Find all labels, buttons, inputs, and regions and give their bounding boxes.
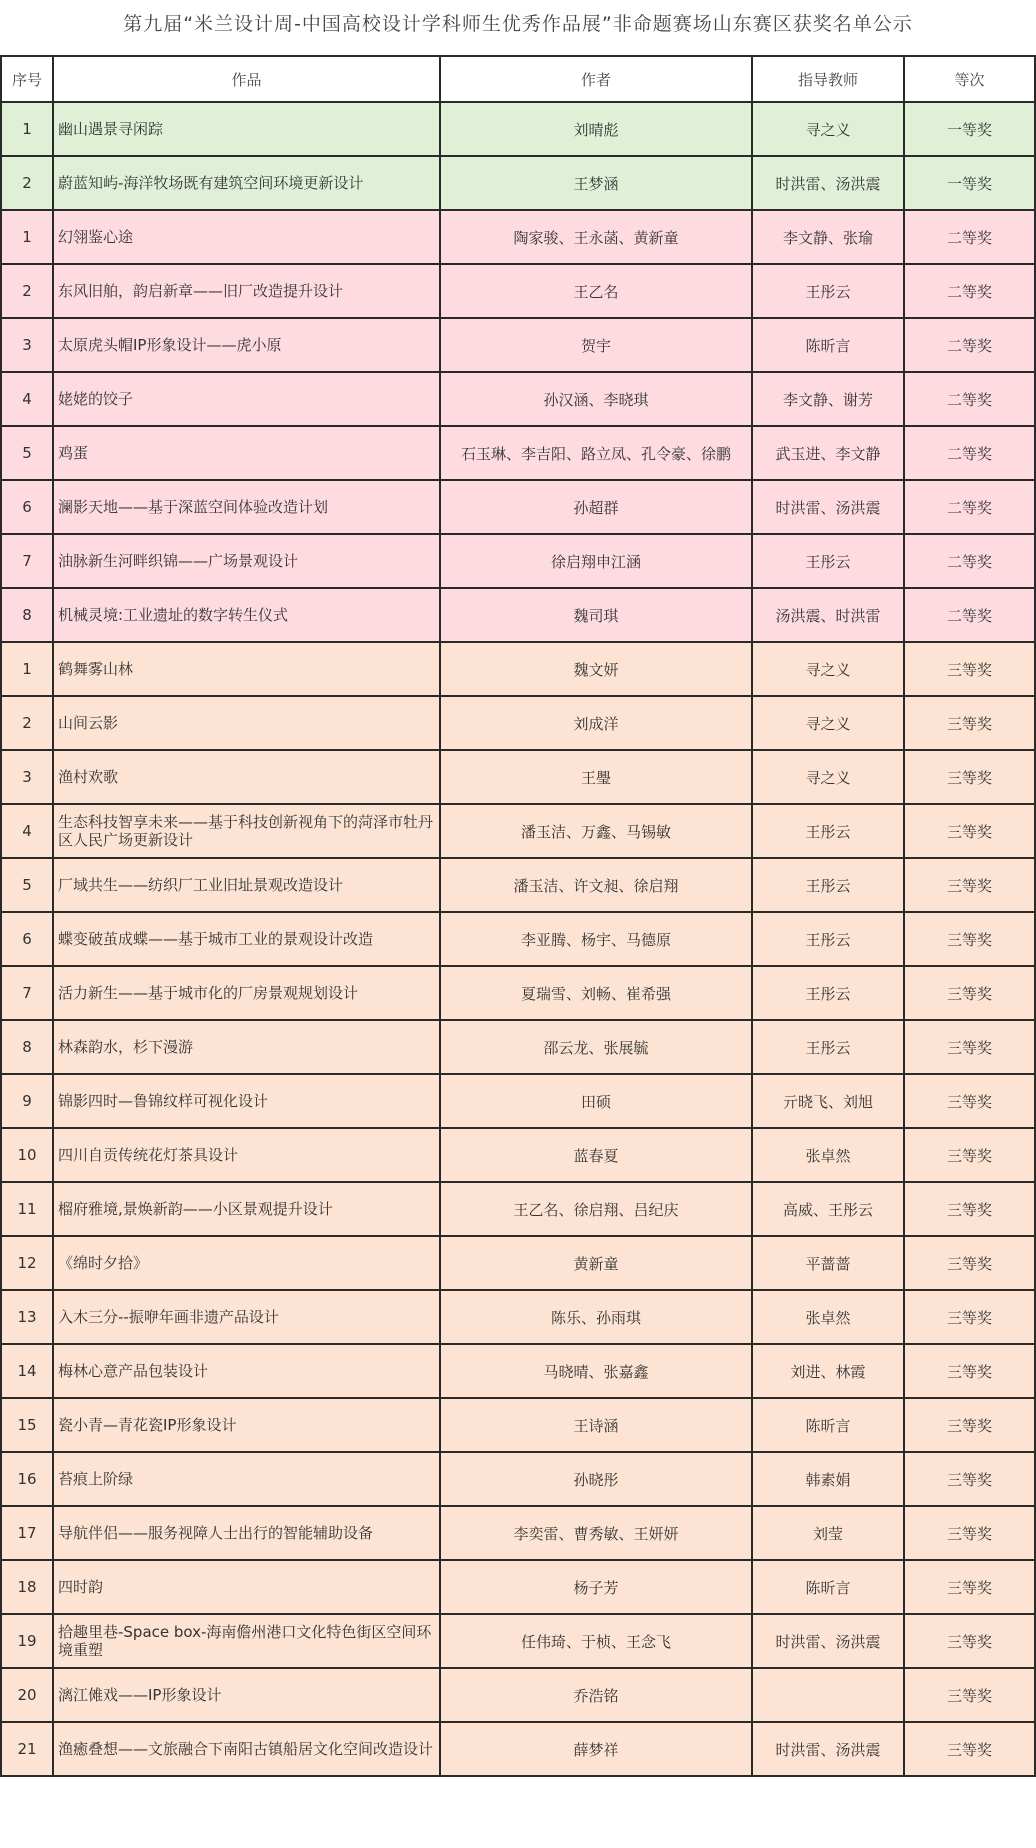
cell-author: 孙汉涵、李晓琪 (440, 372, 752, 426)
table-row (1, 102, 1035, 156)
table-row (1, 318, 1035, 372)
cell-author: 潘玉洁、许文昶、徐启翔 (440, 858, 752, 912)
cell-award: 三等奖 (904, 1128, 1035, 1182)
cell-number: 21 (1, 1722, 53, 1776)
cell-number: 12 (1, 1236, 53, 1290)
cell-award: 三等奖 (904, 1290, 1035, 1344)
cell-award: 二等奖 (904, 588, 1035, 642)
cell-award: 三等奖 (904, 1074, 1035, 1128)
award-table (0, 55, 1036, 1777)
cell-work: 机械灵境:工业遗址的数字转生仪式 (53, 588, 440, 642)
cell-work: 拾趣里巷-Space box-海南儋州港口文化特色街区空间环境重塑 (53, 1614, 440, 1668)
table-row (1, 696, 1035, 750)
table-row (1, 1452, 1035, 1506)
cell-author: 陶家骏、王永菡、黄新童 (440, 210, 752, 264)
cell-number: 8 (1, 1020, 53, 1074)
table-row (1, 1560, 1035, 1614)
cell-number: 5 (1, 858, 53, 912)
cell-author: 黄新童 (440, 1236, 752, 1290)
cell-work: 漓江傩戏——IP形象设计 (53, 1668, 440, 1722)
cell-author: 王乙名、徐启翔、吕纪庆 (440, 1182, 752, 1236)
cell-author: 陈乐、孙雨琪 (440, 1290, 752, 1344)
table-row (1, 264, 1035, 318)
cell-number: 3 (1, 750, 53, 804)
cell-number: 20 (1, 1668, 53, 1722)
cell-number: 6 (1, 912, 53, 966)
cell-award: 三等奖 (904, 1506, 1035, 1560)
cell-work: 渔癒叠想——文旅融合下南阳古镇船居文化空间改造设计 (53, 1722, 440, 1776)
table-row (1, 1614, 1035, 1668)
table-row (1, 1290, 1035, 1344)
cell-work: 幻翎鉴心途 (53, 210, 440, 264)
cell-teacher: 王彤云 (752, 858, 904, 912)
cell-award: 三等奖 (904, 1344, 1035, 1398)
table-header-row (1, 56, 1035, 102)
page-title: 第九届“米兰设计周-中国高校设计学科师生优秀作品展”非命题赛场山东赛区获奖名单公示 (123, 13, 913, 35)
header-author: 作者 (440, 56, 752, 102)
cell-teacher: 王彤云 (752, 1020, 904, 1074)
cell-author: 任伟琦、于桢、王念飞 (440, 1614, 752, 1668)
table-row (1, 804, 1035, 858)
header-work: 作品 (53, 56, 440, 102)
cell-teacher: 李文静、张瑜 (752, 210, 904, 264)
cell-number: 13 (1, 1290, 53, 1344)
header-teacher: 指导教师 (752, 56, 904, 102)
cell-teacher (752, 1668, 904, 1722)
cell-award: 二等奖 (904, 426, 1035, 480)
cell-teacher: 刘莹 (752, 1506, 904, 1560)
cell-number: 10 (1, 1128, 53, 1182)
cell-number: 4 (1, 804, 53, 858)
cell-work: 太原虎头帽IP形象设计——虎小原 (53, 318, 440, 372)
cell-author: 刘成洋 (440, 696, 752, 750)
cell-teacher: 刘进、林霞 (752, 1344, 904, 1398)
cell-award: 二等奖 (904, 534, 1035, 588)
cell-award: 三等奖 (904, 1668, 1035, 1722)
table-row (1, 1722, 1035, 1776)
cell-work: 山间云影 (53, 696, 440, 750)
table-row (1, 858, 1035, 912)
cell-author: 李亚腾、杨宇、马德原 (440, 912, 752, 966)
cell-teacher: 亓晓飞、刘旭 (752, 1074, 904, 1128)
cell-work: 鹤舞雾山林 (53, 642, 440, 696)
cell-work: 东风旧舶，韵启新章——旧厂改造提升设计 (53, 264, 440, 318)
cell-work: 苔痕上阶绿 (53, 1452, 440, 1506)
cell-author: 刘晴彪 (440, 102, 752, 156)
cell-number: 1 (1, 102, 53, 156)
cell-author: 乔浩铭 (440, 1668, 752, 1722)
cell-number: 18 (1, 1560, 53, 1614)
cell-work: 蝶变破茧成蝶——基于城市工业的景观设计改造 (53, 912, 440, 966)
header-number: 序号 (1, 56, 53, 102)
cell-teacher: 时洪雷、汤洪震 (752, 1614, 904, 1668)
cell-work: 林森韵水，杉下漫游 (53, 1020, 440, 1074)
cell-author: 田硕 (440, 1074, 752, 1128)
cell-teacher: 王彤云 (752, 966, 904, 1020)
cell-number: 2 (1, 264, 53, 318)
table-row (1, 480, 1035, 534)
table-row (1, 156, 1035, 210)
cell-author: 蓝春夏 (440, 1128, 752, 1182)
table-row (1, 426, 1035, 480)
cell-award: 三等奖 (904, 1236, 1035, 1290)
cell-number: 11 (1, 1182, 53, 1236)
table-row (1, 642, 1035, 696)
cell-work: 澜影天地——基于深蓝空间体验改造计划 (53, 480, 440, 534)
cell-award: 三等奖 (904, 1560, 1035, 1614)
cell-award: 一等奖 (904, 102, 1035, 156)
cell-teacher: 王彤云 (752, 534, 904, 588)
table-row (1, 750, 1035, 804)
cell-number: 7 (1, 966, 53, 1020)
table-row (1, 1128, 1035, 1182)
cell-number: 16 (1, 1452, 53, 1506)
cell-work: 四时韵 (53, 1560, 440, 1614)
cell-award: 三等奖 (904, 912, 1035, 966)
cell-award: 三等奖 (904, 1452, 1035, 1506)
cell-author: 王诗涵 (440, 1398, 752, 1452)
cell-award: 二等奖 (904, 264, 1035, 318)
table-row (1, 912, 1035, 966)
cell-teacher: 陈昕言 (752, 1398, 904, 1452)
cell-teacher: 时洪雷、汤洪震 (752, 156, 904, 210)
cell-teacher: 平蔷蔷 (752, 1236, 904, 1290)
cell-award: 一等奖 (904, 156, 1035, 210)
cell-work: 锦影四时—鲁锦纹样可视化设计 (53, 1074, 440, 1128)
cell-author: 魏文妍 (440, 642, 752, 696)
cell-work: 瓷小青—青花瓷IP形象设计 (53, 1398, 440, 1452)
cell-number: 19 (1, 1614, 53, 1668)
cell-author: 魏司琪 (440, 588, 752, 642)
table-row (1, 1236, 1035, 1290)
cell-teacher: 韩素娟 (752, 1452, 904, 1506)
table-row (1, 1020, 1035, 1074)
table-row (1, 1074, 1035, 1128)
cell-number: 3 (1, 318, 53, 372)
cell-author: 徐启翔申江涵 (440, 534, 752, 588)
cell-teacher: 张卓然 (752, 1128, 904, 1182)
cell-author: 王乙名 (440, 264, 752, 318)
cell-author: 邵云龙、张展毓 (440, 1020, 752, 1074)
cell-teacher: 寻之义 (752, 696, 904, 750)
table-row (1, 588, 1035, 642)
cell-author: 李奕雷、曹秀敏、王妍妍 (440, 1506, 752, 1560)
cell-teacher: 寻之义 (752, 750, 904, 804)
cell-work: 鸡蛋 (53, 426, 440, 480)
table-row (1, 210, 1035, 264)
cell-number: 2 (1, 696, 53, 750)
cell-teacher: 张卓然 (752, 1290, 904, 1344)
cell-author: 石玉琳、李吉阳、路立凤、孔令豪、徐鹏 (440, 426, 752, 480)
cell-teacher: 武玉进、李文静 (752, 426, 904, 480)
cell-teacher: 陈昕言 (752, 318, 904, 372)
cell-work: 活力新生——基于城市化的厂房景观规划设计 (53, 966, 440, 1020)
cell-author: 孙超群 (440, 480, 752, 534)
cell-author: 孙晓彤 (440, 1452, 752, 1506)
table-row (1, 1668, 1035, 1722)
cell-award: 三等奖 (904, 858, 1035, 912)
cell-work: 渔村欢歌 (53, 750, 440, 804)
cell-award: 二等奖 (904, 318, 1035, 372)
cell-work: 幽山遇景寻闲踪 (53, 102, 440, 156)
cell-award: 三等奖 (904, 1182, 1035, 1236)
cell-author: 薛梦祥 (440, 1722, 752, 1776)
cell-teacher: 寻之义 (752, 102, 904, 156)
cell-teacher: 王彤云 (752, 804, 904, 858)
cell-work: 油脉新生河畔织锦——广场景观设计 (53, 534, 440, 588)
cell-number: 5 (1, 426, 53, 480)
cell-teacher: 王彤云 (752, 912, 904, 966)
cell-teacher: 高威、王彤云 (752, 1182, 904, 1236)
cell-teacher: 王彤云 (752, 264, 904, 318)
cell-work: 厂域共生——纺织厂工业旧址景观改造设计 (53, 858, 440, 912)
cell-number: 15 (1, 1398, 53, 1452)
table-row (1, 372, 1035, 426)
cell-number: 14 (1, 1344, 53, 1398)
cell-number: 4 (1, 372, 53, 426)
cell-teacher: 时洪雷、汤洪震 (752, 480, 904, 534)
cell-work: 《绵时夕拾》 (53, 1236, 440, 1290)
cell-teacher: 寻之义 (752, 642, 904, 696)
cell-work: 梅林心意产品包装设计 (53, 1344, 440, 1398)
cell-award: 二等奖 (904, 210, 1035, 264)
cell-number: 17 (1, 1506, 53, 1560)
cell-teacher: 汤洪震、时洪雷 (752, 588, 904, 642)
cell-number: 6 (1, 480, 53, 534)
cell-award: 二等奖 (904, 480, 1035, 534)
cell-author: 王璺 (440, 750, 752, 804)
cell-award: 三等奖 (904, 966, 1035, 1020)
cell-work: 入木三分--振咿年画非遗产品设计 (53, 1290, 440, 1344)
cell-author: 贺宇 (440, 318, 752, 372)
cell-number: 7 (1, 534, 53, 588)
cell-teacher: 时洪雷、汤洪震 (752, 1722, 904, 1776)
table-row (1, 1398, 1035, 1452)
cell-work: 四川自贡传统花灯茶具设计 (53, 1128, 440, 1182)
cell-number: 9 (1, 1074, 53, 1128)
cell-award: 三等奖 (904, 696, 1035, 750)
cell-award: 三等奖 (904, 750, 1035, 804)
cell-award: 三等奖 (904, 1722, 1035, 1776)
cell-work: 榴府雅境,景焕新韵——小区景观提升设计 (53, 1182, 440, 1236)
cell-teacher: 李文静、谢芳 (752, 372, 904, 426)
cell-number: 8 (1, 588, 53, 642)
cell-award: 三等奖 (904, 1020, 1035, 1074)
cell-work: 姥姥的饺子 (53, 372, 440, 426)
table-row (1, 1344, 1035, 1398)
cell-number: 2 (1, 156, 53, 210)
cell-work: 导航伴侣——服务视障人士出行的智能辅助设备 (53, 1506, 440, 1560)
cell-award: 三等奖 (904, 804, 1035, 858)
cell-award: 三等奖 (904, 1614, 1035, 1668)
cell-work: 蔚蓝知屿-海洋牧场既有建筑空间环境更新设计 (53, 156, 440, 210)
cell-author: 王梦涵 (440, 156, 752, 210)
cell-author: 杨子芳 (440, 1560, 752, 1614)
cell-award: 三等奖 (904, 1398, 1035, 1452)
table-row (1, 1506, 1035, 1560)
table-row (1, 1182, 1035, 1236)
cell-author: 潘玉洁、万鑫、马锡敏 (440, 804, 752, 858)
table-row (1, 966, 1035, 1020)
cell-author: 夏瑞雪、刘畅、崔希强 (440, 966, 752, 1020)
header-award: 等次 (904, 56, 1035, 102)
cell-award: 二等奖 (904, 372, 1035, 426)
cell-number: 1 (1, 642, 53, 696)
table-row (1, 534, 1035, 588)
cell-author: 马晓晴、张嘉鑫 (440, 1344, 752, 1398)
cell-number: 1 (1, 210, 53, 264)
cell-work: 生态科技智享未来——基于科技创新视角下的菏泽市牡丹区人民广场更新设计 (53, 804, 440, 858)
cell-award: 三等奖 (904, 642, 1035, 696)
cell-teacher: 陈昕言 (752, 1560, 904, 1614)
